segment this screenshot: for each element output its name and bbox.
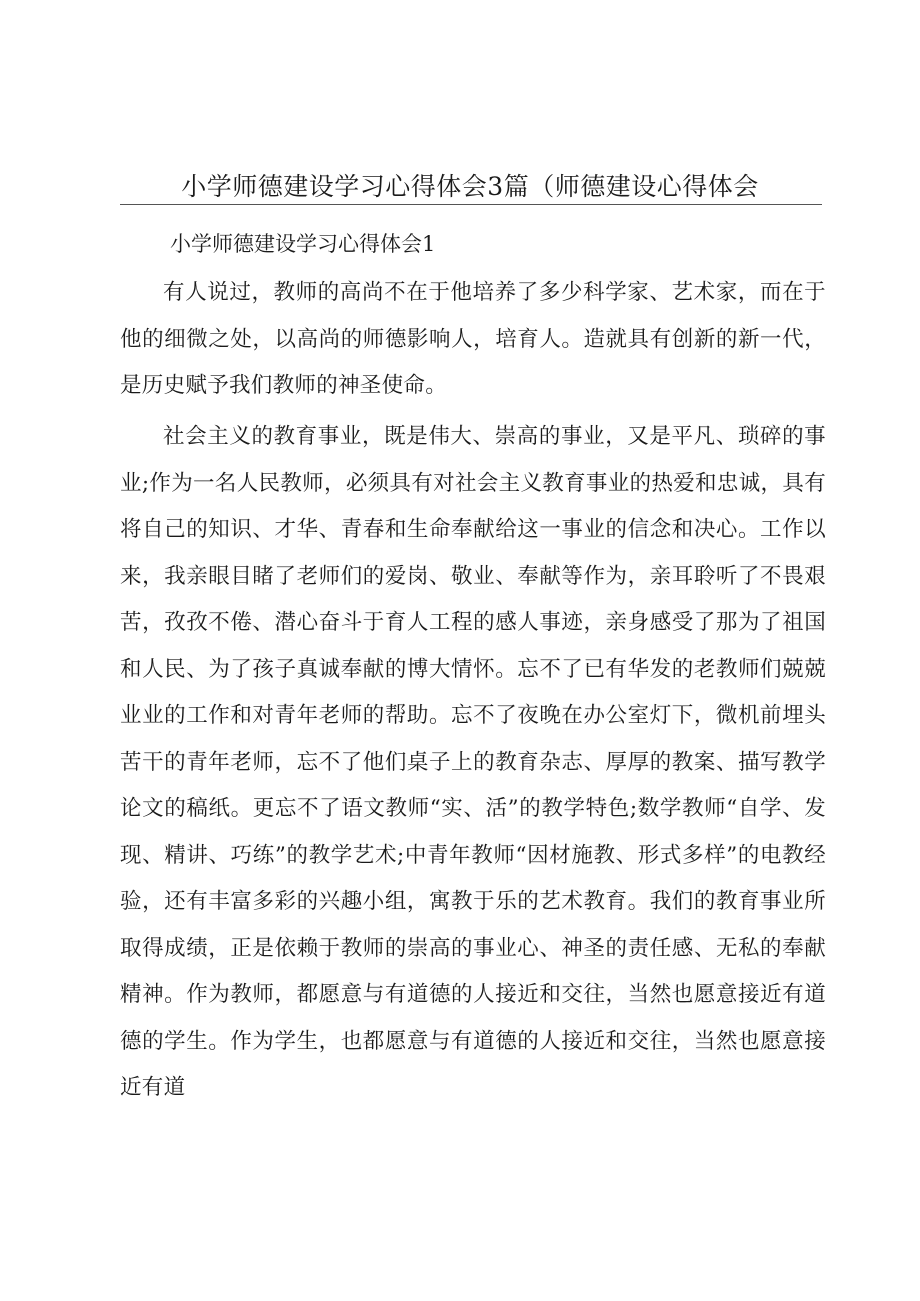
document-title: 小学师德建设学习心得体会3篇（师德建设心得体会 [181, 172, 759, 201]
body-paragraph-2: 社会主义的教育事业，既是伟大、崇高的事业，又是平凡、琐碎的事业;作为一名人民教师，必须具有对社会主义教育事业的热爱和忠诚，具有将自己的知识、才华、青春和生命奉献给这一事业的信念和决心。工作以来，我亲眼目睹了老师们的爱岗、敬业、奉献等作为，亲耳聆听了不畏艰苦，孜孜不倦、潜心奋斗于育人工程的感人事迹，亲身感受了那为了祖国和人民、为了孩子真诚奉献的博大情怀。忘不了已有华发的老教师们兢兢业业的工作和对青年老师的帮助。忘不了夜晚在办公室灯下，微机前埋头苦干的青年老师，忘不了他们桌子上的教育杂志、厚厚的教案、描写教学论文的稿纸。更忘不了语文教师“实、活”的教学特色;数学教师“自学、发现、精讲、巧练”的教学艺术;中青年教师“因材施教、形式多样”的电教经验，还有丰富多彩的兴趣小组，寓教于乐的艺术教育。我们的教育事业所取得成绩，正是依赖于教师的崇高的事业心、神圣的责任感、无私的奉献精神。作为教师，都愿意与有道德的人接近和交往，当然也愿意接近有道德的学生。作为学生，也都愿意与有道德的人接近和交往，当然也愿意接近有道 [120, 424, 826, 1100]
body-paragraph-1: 有人说过，教师的高尚不在于他培养了多少科学家、艺术家，而在于他的细微之处，以高尚的师德影响人，培育人。造就具有创新的新一代，是历史赋予我们教师的神圣使命。 [120, 280, 826, 398]
section-heading: 小学师德建设学习心得体会1 [170, 232, 436, 256]
title-underline-divider [120, 204, 822, 205]
